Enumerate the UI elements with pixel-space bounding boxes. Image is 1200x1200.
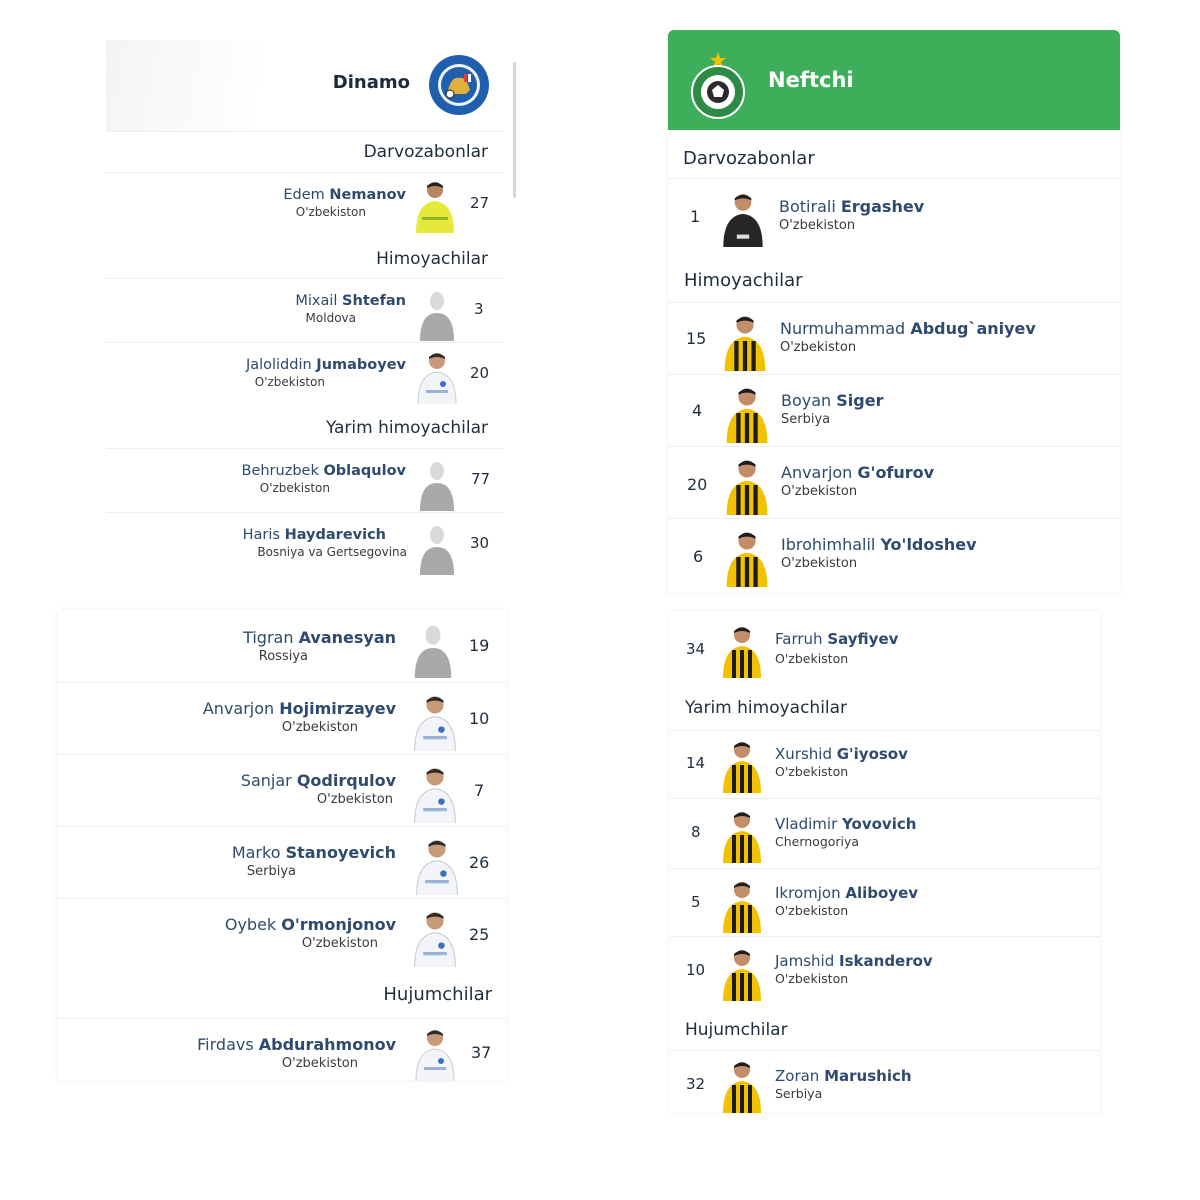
dinamo-section-goalkeepers: Darvozabonlar — [363, 142, 488, 162]
player-photo — [410, 763, 460, 823]
player-first-name: Botirali — [779, 197, 836, 216]
player-last-name: Sayfiyev — [827, 630, 899, 648]
player-row[interactable] — [670, 868, 1100, 936]
player-country: O'zbekiston — [781, 484, 858, 499]
player-first-name: Vladimir — [775, 815, 838, 833]
player-row[interactable] — [106, 278, 504, 342]
dinamo-team-name: Dinamo — [332, 72, 410, 93]
player-last-name: Siger — [836, 391, 884, 410]
neftchi-team-header — [668, 30, 1120, 130]
player-first-name: Nurmuhammad — [780, 319, 906, 338]
player-photo — [718, 737, 766, 793]
player-country: Moldova — [305, 311, 356, 325]
player-number: 34 — [686, 640, 706, 658]
neftchi-section-defenders: Himoyachilar — [684, 270, 803, 291]
player-first-name: Xurshid — [775, 745, 832, 763]
player-country: O'zbekiston — [295, 205, 366, 219]
player-last-name: Haydarevich — [284, 527, 386, 543]
player-country: O'zbekiston — [301, 936, 378, 951]
player-last-name: Avanesyan — [298, 628, 396, 647]
player-name[interactable] — [283, 187, 406, 203]
player-photo — [722, 383, 772, 443]
player-last-name: G'ofurov — [857, 463, 935, 482]
player-number: 77 — [471, 470, 491, 488]
player-number: 10 — [469, 709, 490, 728]
dinamo-section-forwards: Hujumchilar — [383, 984, 492, 1005]
player-first-name: Haris — [242, 527, 280, 543]
neftchi-panel-top — [668, 30, 1120, 592]
player-first-name: Anvarjon — [202, 699, 275, 718]
dinamo-scrollbar[interactable] — [513, 62, 516, 198]
player-photo — [718, 189, 768, 247]
player-name[interactable] — [781, 535, 977, 554]
player-last-name: Oblaqulov — [323, 463, 406, 479]
player-row[interactable] — [58, 1018, 506, 1080]
player-first-name: Edem — [283, 187, 325, 203]
player-first-name: Sanjar — [240, 771, 292, 790]
player-first-name: Ibrohimhalil — [781, 535, 876, 554]
player-row[interactable] — [106, 342, 504, 406]
player-photo — [410, 691, 460, 751]
dinamo-section-defenders: Himoyachilar — [376, 249, 488, 269]
player-name[interactable] — [781, 391, 883, 410]
neftchi-section-goalkeepers: Darvozabonlar — [683, 148, 815, 169]
player-name[interactable] — [295, 293, 406, 309]
player-row[interactable] — [668, 302, 1120, 374]
player-photo — [414, 348, 460, 404]
avatar-placeholder-icon — [414, 455, 460, 511]
player-row[interactable] — [106, 448, 504, 512]
player-number: 27 — [470, 194, 490, 212]
player-row[interactable] — [106, 512, 504, 576]
player-country: O'zbekiston — [281, 1056, 358, 1071]
player-first-name: Boyan — [781, 391, 832, 410]
player-name[interactable] — [775, 745, 908, 763]
neftchi-crest-icon — [688, 50, 748, 120]
player-first-name: Anvarjon — [781, 463, 853, 482]
player-photo — [718, 945, 766, 1001]
player-name[interactable] — [225, 915, 396, 934]
player-first-name: Marko — [231, 843, 281, 862]
player-photo — [410, 907, 460, 967]
player-country: O'zbekiston — [254, 375, 325, 389]
player-name[interactable] — [203, 699, 396, 718]
player-row[interactable] — [106, 172, 504, 236]
player-last-name: Marushich — [824, 1067, 912, 1085]
player-first-name: Behruzbek — [241, 463, 319, 479]
avatar-placeholder-icon — [414, 285, 460, 341]
player-country: Bosniya va Gertsegovina — [257, 545, 407, 559]
player-name[interactable] — [197, 1035, 396, 1054]
dinamo-crest-icon — [428, 54, 490, 116]
player-name[interactable] — [775, 884, 918, 902]
player-row[interactable] — [58, 898, 506, 970]
player-last-name: O'rmonjonov — [281, 915, 396, 934]
player-row[interactable] — [668, 446, 1120, 518]
player-last-name: G'iyosov — [836, 745, 908, 763]
avatar-placeholder-icon — [414, 519, 460, 575]
player-name[interactable] — [779, 197, 924, 216]
player-photo — [722, 527, 772, 587]
player-name[interactable] — [781, 463, 934, 482]
player-number: 14 — [686, 754, 706, 772]
player-row[interactable] — [668, 374, 1120, 446]
player-number: 3 — [474, 300, 484, 318]
player-number: 8 — [691, 823, 701, 841]
player-number: 5 — [691, 893, 701, 911]
player-first-name: Mixail — [295, 293, 338, 309]
player-number: 20 — [687, 475, 708, 494]
player-photo — [718, 1057, 766, 1113]
player-row[interactable] — [58, 610, 506, 682]
player-country: O'zbekiston — [259, 481, 330, 495]
player-number: 15 — [686, 329, 707, 348]
player-country: Serbiya — [246, 864, 296, 879]
player-photo — [412, 835, 462, 895]
player-country: Chernogoriya — [775, 834, 860, 849]
player-name[interactable] — [775, 1067, 912, 1085]
player-first-name: Zoran — [775, 1067, 820, 1085]
player-name[interactable] — [775, 815, 916, 833]
player-last-name: Nemanov — [329, 187, 406, 203]
player-number: 10 — [686, 961, 706, 979]
player-last-name: Ergashev — [840, 197, 925, 216]
player-country: O'zbekiston — [781, 556, 858, 571]
dinamo-section-midfielders: Yarim himoyachilar — [325, 418, 488, 438]
avatar-placeholder-icon — [408, 618, 458, 678]
player-number: 20 — [470, 364, 490, 382]
player-number: 4 — [692, 401, 703, 420]
player-country: Serbiya — [781, 412, 831, 427]
dinamo-panel-top — [106, 40, 504, 576]
player-row[interactable] — [58, 826, 506, 898]
player-number: 25 — [469, 925, 490, 944]
player-photo — [410, 1025, 460, 1081]
player-last-name: Yo'ldoshev — [880, 535, 977, 554]
player-name[interactable] — [232, 843, 396, 862]
player-country: O'zbekiston — [316, 792, 393, 807]
player-first-name: Oybek — [224, 915, 277, 934]
player-photo — [412, 177, 458, 233]
player-name[interactable] — [775, 630, 898, 648]
player-country: O'zbekiston — [775, 764, 849, 779]
player-name[interactable] — [243, 527, 386, 543]
player-last-name: Stanoyevich — [285, 843, 396, 862]
player-number: 32 — [686, 1075, 706, 1093]
player-name[interactable] — [246, 357, 406, 373]
player-number: 19 — [469, 636, 490, 655]
player-photo — [720, 311, 770, 371]
player-last-name: Shtefan — [342, 293, 406, 309]
player-last-name: Jumaboyev — [316, 357, 406, 373]
dinamo-team-header — [106, 40, 504, 132]
player-row[interactable] — [670, 936, 1100, 1004]
player-first-name: Jamshid — [775, 952, 835, 970]
player-first-name: Tigran — [243, 628, 294, 647]
player-row[interactable] — [668, 518, 1120, 590]
player-last-name: Hojimirzayev — [279, 699, 396, 718]
player-photo — [718, 807, 766, 863]
player-last-name: Aliboyev — [845, 884, 919, 902]
player-first-name: Farruh — [775, 630, 823, 648]
player-number: 6 — [693, 547, 704, 566]
player-last-name: Yovovich — [842, 815, 917, 833]
player-country: O'zbekiston — [775, 971, 849, 986]
player-country: Rossiya — [258, 649, 308, 664]
player-country: O'zbekiston — [775, 651, 849, 666]
dinamo-panel-bottom — [58, 610, 506, 1080]
player-country: O'zbekiston — [779, 218, 856, 233]
player-name[interactable] — [243, 628, 396, 647]
player-number: 1 — [690, 207, 701, 226]
player-name[interactable] — [242, 463, 407, 479]
player-row[interactable] — [670, 1050, 1100, 1112]
player-row[interactable] — [670, 616, 1100, 682]
player-country: O'zbekiston — [281, 720, 358, 735]
player-first-name: Firdavs — [197, 1035, 254, 1054]
player-first-name: Ikromjon — [775, 884, 841, 902]
player-country: O'zbekiston — [780, 340, 857, 355]
player-number: 7 — [474, 781, 485, 800]
player-number: 26 — [469, 853, 490, 872]
player-photo — [718, 877, 766, 933]
player-photo — [718, 622, 766, 678]
player-number: 30 — [470, 534, 490, 552]
player-last-name: Abdug`aniyev — [910, 319, 1036, 338]
player-name[interactable] — [775, 952, 933, 970]
player-first-name: Jaloliddin — [245, 357, 312, 373]
player-row[interactable] — [58, 754, 506, 826]
player-row[interactable] — [670, 798, 1100, 868]
player-name[interactable] — [241, 771, 396, 790]
player-row[interactable] — [58, 682, 506, 754]
neftchi-section-midfielders: Yarim himoyachilar — [685, 698, 848, 718]
player-country: Serbiya — [775, 1086, 823, 1101]
player-last-name: Qodirqulov — [296, 771, 396, 790]
player-number: 37 — [471, 1043, 492, 1062]
player-country: O'zbekiston — [775, 903, 849, 918]
neftchi-section-forwards: Hujumchilar — [685, 1020, 788, 1040]
neftchi-panel-bottom — [670, 612, 1100, 1112]
player-last-name: Abdurahmonov — [258, 1035, 396, 1054]
player-row[interactable] — [670, 730, 1100, 798]
player-photo — [722, 455, 772, 515]
player-last-name: Iskanderov — [839, 952, 933, 970]
player-name[interactable] — [780, 319, 1036, 338]
neftchi-team-name: Neftchi — [768, 68, 854, 92]
player-row[interactable] — [668, 178, 1120, 250]
